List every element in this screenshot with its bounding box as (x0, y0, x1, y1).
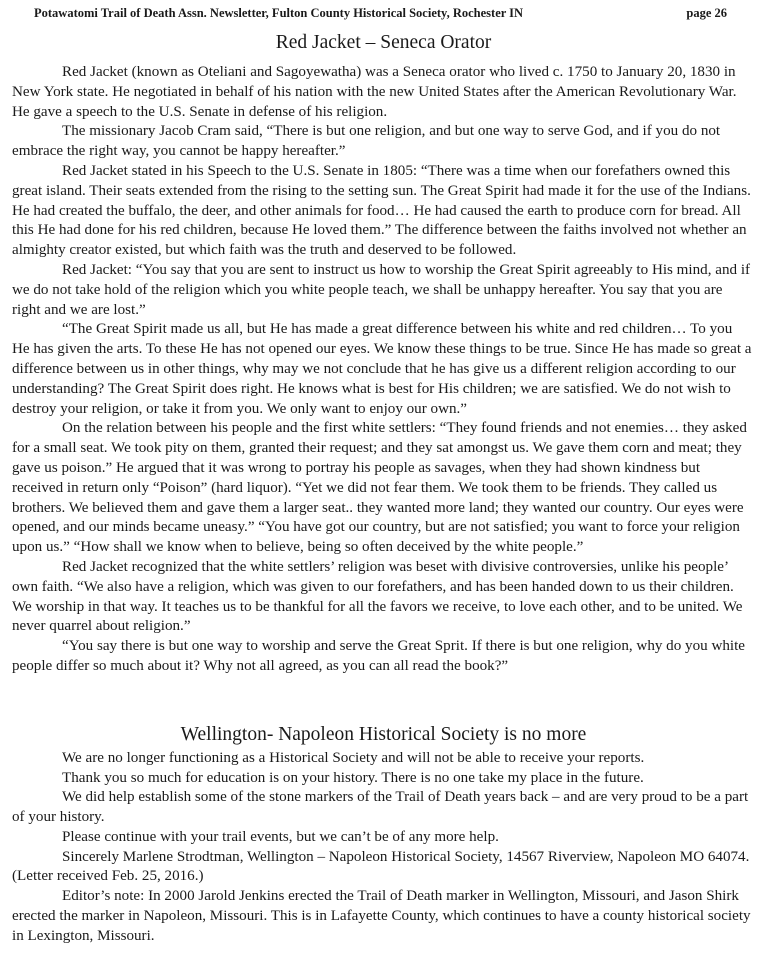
article-title: Wellington- Napoleon Historical Society is no more (180, 723, 587, 745)
paragraph: Please continue with your trail events, but we can’t be of any more help. (62, 828, 499, 845)
article-body (12, 749, 755, 947)
paragraph: On the relation between his people and the first white settlers: “They found friends and not enemies… they asked for a small seat. We took pity on them, granted their request; and they sat amongst us. We gave them corn and meat; they gave us poison.” He argued that it was wrong to portray his people as savages, when they had shown kindness but received in return only “Poison” (hard liquor). “Yet we did not fear them. We took them to be friends. They called us brothers. We believed them and gave them a larger seat.. they wanted more land; they wanted our country. Our eyes were opened, and our minds became uneasy.” “You have got our country, but are not satisfied; you want to force your religion upon us.” “How shall we know when to believe, being so often deceived by the white people.” (12, 420, 747, 556)
paragraph: Editor’s note: In 2000 Jarold Jenkins erected the Trail of Death marker in Wellington, Missouri, and Jason Shirk erected the marker in Napoleon, Missouri. This is in Lafayette County, which continues to have a county historical society in Lexington, Missouri. (12, 888, 751, 944)
paragraph: The missionary Jacob Cram said, “There is but one religion, and but one way to serve God, and if you do not embrace the right way, you cannot be happy hereafter.” (12, 123, 721, 160)
publication-name: Potawatomi Trail of Death Assn. Newsletter, Fulton County Historical Society, Rochester IN (34, 6, 524, 20)
article-title: Red Jacket – Seneca Orator (275, 32, 492, 53)
article-body (12, 63, 755, 677)
paragraph: We did help establish some of the stone markers of the Trail of Death years back – and are very proud to be a part of your history. (12, 789, 749, 826)
paragraph: “You say there is but one way to worship and serve the Great Sprit. If there is but one religion, why do you white people differ so much about it? Why not all agreed, as you can all read the book?” (12, 638, 745, 674)
paragraph: We are no longer functioning as a Historical Society and will not be able to receive your reports. (62, 749, 645, 766)
paragraph: “The Great Spirit made us all, but He has made a great difference between his white and red children… To you He has given the arts. To these He has not opened our eyes. We know these things to be true. Since He has made so great a difference between us in other things, why may we not conclude that he has give us a different religion according to our understanding? The Great Spirit does right. He knows what is best for His children; we are satisfied. We do not wish to destroy your religion, or take it from you. We only want to enjoy our own.” (12, 321, 752, 417)
paragraph: Red Jacket: “You say that you are sent to instruct us how to worship the Great Spirit agreeably to His mind, and if we do not take hold of the religion which you white people teach, we shall be unhappy hereafter. You say that you are right and we are lost.” (12, 261, 751, 318)
article-red-jacket (12, 31, 755, 677)
paragraph: Thank you so much for education is on your history. There is no one take my place in the future. (62, 769, 644, 786)
paragraph: Red Jacket recognized that the white settlers’ religion was beset with divisive controversies, unlike his people’ own faith. “We also have a religion, which was given to our forefathers, and has been handed down to us their children. We worship in that way. It teaches us to be thankful for all the favors we receive, to love each other, and to be united. We never quarrel about religion.” (12, 558, 743, 635)
article-wellington-napoleon (12, 723, 755, 947)
page-number: page 26 (686, 6, 727, 20)
page-header (12, 6, 755, 21)
paragraph: Red Jacket (known as Oteliani and Sagoyewatha) was a Seneca orator who lived c. 1750 to January 20, 1830 in New York state. He negotiated in behalf of his nation with the new United States after the American Revolutionary War. He gave a speech to the U.S. Senate in defense of his religion. (12, 64, 737, 120)
paragraph: Sincerely Marlene Strodtman, Wellington – Napoleon Historical Society, 14567 Riverview, Napoleon MO 64074. (Letter received Feb. 25, 2016.) (12, 848, 750, 885)
paragraph: Red Jacket stated in his Speech to the U.S. Senate in 1805: “There was a time when our forefathers owned this great island. Their seats extended from the rising to the setting sun. The Great Spirit had made it for the use of the Indians. He had created the buffalo, the deer, and other animals for food… He had caused the earth to produce corn for bread. All this He had done for his red children, because He loved them.” The difference between the faiths involved not whether an almighty creator existed, but which faith was the truth and deserved to be followed. (12, 162, 751, 259)
